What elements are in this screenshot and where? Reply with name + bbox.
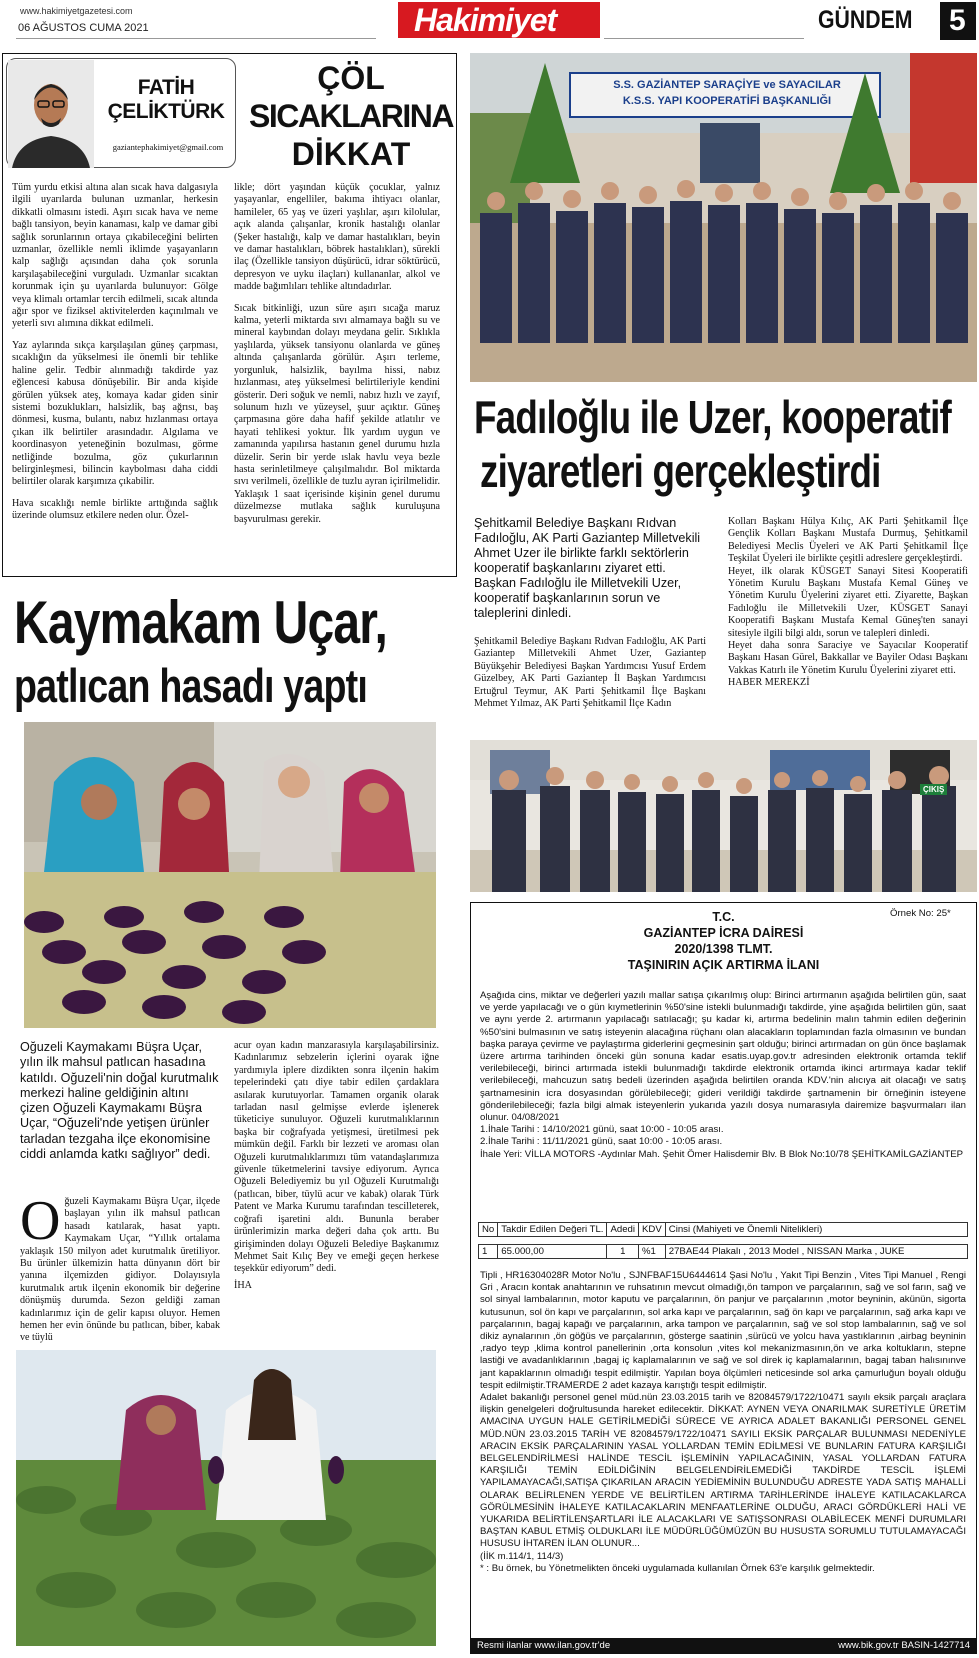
notice-table <box>478 1222 968 1259</box>
table-header-cell: Cinsi (Mahiyeti ve Önemli Nitelikleri) <box>665 1223 967 1237</box>
column-title-line2: SICAKLARINA <box>249 98 453 134</box>
group-photo-icon <box>470 740 977 892</box>
article-paragraph: Heyet daha sonra Saraciye ve Sayacılar Kooperatif Başkanı Hasan Gürel, Bakkallar ve Bayiler Odası Başkanı Vakkas Katırlı ile Yönetim Kurulu Üyelerini ziyaret etti. <box>728 640 968 676</box>
column-paragraph: Tüm yurdu etkisi altına alan sıcak hava dalgasıyla ilgili uyarılarda bulunan uzmanlar, herkesin dikkatli olmasını istedi. Aşırı sıcak hava ve neme bağlı tansiyon, beyin kanaması, kalp ve damar gibi sağlık sorunlarının ortaya çıkabileceğini belirten uzmanlar, özellikle nemli iklimde yaşayanların kalp sağlığı açısından daha çok sorunla karşılaşabileceğini vurguladı. Uzmanlar sıcaktan korunmak için şu uyarılarda bulunuyor: Gölge veya klimalı ortamlar tercih edilmeli, sıcak altında ağır spor ve fiziksel aktivitelerden kaçınılmalı ve yeterli sıvı alımına dikkat edilmeli. <box>12 182 218 330</box>
brand-logo <box>398 2 600 38</box>
article-paragraph: ğuzeli Kaymakamı Büşra Uçar, ilçede başlayan yılın ilk mahsul patlıcan hasadı katılarak, hasat yaptı. Kaymakam Uçar, “Yıllık ortalama yaklaşık 150 milyon adet kurutmalık üretiliyor. Bu ürünler ülkemizin hatta dünyanın dört bir yanına ilçemizden gidiyor. Dolayısıyla kurutmalık artık ilçenin ekonomik bir değerine dönüşmüş durumda. Sezon geldiği zaman kadınlarımız için de gelir kapısı oluyor. Hemen hemen her evin önünde bu patlıcan, biber, kabak ve tüylü <box>20 1196 220 1344</box>
brand-name: Hakimiyet <box>414 2 557 38</box>
drop-cap: O <box>20 1190 61 1252</box>
item-detail: Tipli , HR16304028R Motor No'lu , SJNFBAF15U6444614 Şasi No'lu , Yakıt Tipi Benzin , Vites Tipi Manuel , Rengi Gri , Aracın kontak anahtarının ve ruhsatının mevcut olmadığı,ön tampon ve parçalarının, sağ ve sol farın, sağ ve sol sinyal lambalarının, motor kaputu ve parçalarının, ön panjur ve parçalarının ,motor beyninin, akünün, sigorta kutusunun, sol ön kapı ve parçalarının, sol arka kapı ve parçalarının, sağ ön kapı ve parçalarının, sağ arka kapı ve parçalarının, bagaj kapağı ve parçalarının, arka tampon ve parçalarının, sağ ve sol stop lambalarının, sağ ve sol dikiz aynalarının ,ön göğüs ve parçalarının, gösterge saatinin ,sürücü ve yolcu hava yastıklarının ,airbag beyninin ,radyo teyp ,klima kontrol panellerinin ,orta konsolun ,vites kol mekanizmasının,ön ve arka koltukların, stepne lastiği ve avadanlıklarının ,bagaj iç kaplamalarının ve sağ ve sol direk iç kaplamalarının, bagaj taban halısınınve jant kapaklarının olmadığı tespit edilmiştir. Yapılan boya ölçümleri neticesinde sol arka çamurluğun boyalı olduğu tespit edilmiştir.TRAMERDE 2 adet kazaya karıştığı tespit edilmiştir. <box>480 1270 966 1391</box>
kooperatif-photo-2 <box>470 740 977 892</box>
exit-sign: ÇIKIŞ <box>920 784 947 795</box>
footer-bik-link[interactable]: www.bik.gov.tr BASIN-1427714 <box>838 1640 970 1651</box>
table-row <box>479 1245 968 1259</box>
table-cell: %1 <box>639 1245 666 1259</box>
kooperatif-headline-line1: Fadıloğlu ile Uzer, kooperatif <box>474 391 951 443</box>
page-number-box <box>940 2 976 40</box>
column-paragraph: likle; dört yaşından küçük çocuklar, yalnız yaşayanlar, engelliler, bakıma ihtiyacı olanlar, hamileler, 65 yaş ve üzeri yaşlılar, aşırı kilolular, açık alanda çalışanlar, kronik hastalığı olanlar (Şeker hastalığı, kalp ve damar hastalıkları, beyin ve damar hastalıkları, böbrek hastalıkları), sürekli ilaç (Özellikle tansiyon düşürücü, idrar söktürücü, depresyon ve uyku ilaçları) kullananlar, alkol ve madde bağımlıları tehlike altındadırlar. <box>234 182 440 293</box>
eggplant-harvest-photo <box>24 722 436 1028</box>
notice-title-office: GAZİANTEP İCRA DAİRESİ <box>643 926 804 940</box>
auction-date-2: 2.İhale Tarihi : 11/11/2021 günü, saat 10:00 - 10:05 arası. <box>480 1136 723 1148</box>
author-photo <box>8 60 94 168</box>
table-header-cell: No <box>479 1223 498 1237</box>
notice-sample-number: Örnek No: 25* <box>890 908 951 919</box>
article-paragraph: Şehitkamil Belediye Başkanı Rıdvan Fadıloğlu, AK Parti Gaziantep Milletvekili Ahmet Uzer, Gaziantep Büyükşehir Belediyesi Başkan Yardımcısı Yusuf Erdem Güzelbey, AK Parti Gaziantep İl Başkan Yardımcısı Ertuğrul Teymur, AK Parti Şehitkamil İlçe Başkanı Mehmet Yılmaz, AK Parti Şehitkamil İlçe Kadın <box>474 636 706 710</box>
page-header <box>0 0 979 46</box>
kaymakam-lead: Oğuzeli Kaymakamı Büşra Uçar, yılın ilk mahsul patlıcan hasadına katıldı. Oğuzeli'nin doğal kurutmalık merkezi haline geldiğinin altını çizen Oğuzeli Kaymakamı Büşra Uçar, “Oğuzeli'nde yetişen ürünler tarladan tezgaha ilçe ekonomisine ciddi anlamda katkı sağlıyor” dedi. <box>20 1040 219 1162</box>
notice-footnote: * : Bu örnek, bu Yönetmelikten önceki uygulamada kullanılan Örnek 63'e karşılık gelmektedir. <box>480 1562 875 1574</box>
author-first-name: FATİH <box>137 76 195 99</box>
cooperative-sign-line2: K.S.S. YAPI KOOPERATİFİ BAŞKANLIĞI <box>622 95 832 107</box>
table-header-row <box>479 1223 968 1237</box>
agency-credit: HABER MEREKZİ <box>728 677 810 689</box>
notice-footer-bar <box>471 1638 976 1654</box>
item-table <box>478 1222 968 1259</box>
footer-ilan-link[interactable]: Resmi ilanlar www.ilan.gov.tr'de <box>477 1640 611 1651</box>
cooperative-sign-line1: S.S. GAZİANTEP SARAÇİYE ve SAYACILAR <box>613 79 841 91</box>
column-left-text <box>12 182 218 527</box>
notice-file-number: 2020/1398 TLMT. <box>674 942 773 956</box>
kooperatif-photo <box>470 53 977 382</box>
notice-title-tc: T.C. <box>712 910 735 924</box>
kaymakam-headline-line2: patlıcan hasadı yaptı <box>14 659 368 712</box>
kaymakam-headline-line1: Kaymakam Uçar, <box>14 589 388 656</box>
kaymakam-body-right <box>234 1040 439 1296</box>
website-url[interactable]: www.hakimiyetgazetesi.com <box>20 6 133 16</box>
auction-date-1: 1.İhale Tarihi : 14/10/2021 günü, saat 10:00 - 10:05 arası. <box>480 1124 724 1136</box>
author-portrait-icon <box>8 60 94 168</box>
field-photo-icon <box>16 1350 436 1646</box>
article-paragraph: Heyet, ilk olarak KÜSGET Sanayi Sitesi Kooperatifi Yönetim Kurulu Başkanı Mustafa Kemal Güneş ve Yönetim Kurulu Üyelerini ziyaret etti. Ziyarette, Başkan Fadıloğlu ile Milletvekili Uzer, KÜSGET Sanayi Kooperatifi Başkanı Mustafa Kemal Güneş'ten sanayi sitesiyle ilgili bilgi aldı, sorun ve talepleri dinledi. <box>728 565 968 639</box>
table-spacer-row <box>479 1237 968 1245</box>
column-title-line1: ÇÖL <box>317 60 385 96</box>
agency-credit: İHA <box>234 1279 252 1291</box>
table-cell: 65.000,00 <box>498 1245 607 1259</box>
notice-title: TAŞINIRIN AÇIK ARTIRMA İLANI <box>627 958 820 972</box>
column-paragraph: Hava sıcaklığı nemle birlikte arttığında sağlık üzerinde olumsuz etkilere neden olur. Özel- <box>12 497 218 522</box>
table-header-cell: Takdir Edilen Değeri TL. <box>498 1223 607 1237</box>
harvest-photo-icon <box>24 722 436 1028</box>
column-title-line3: DİKKAT <box>291 136 411 172</box>
notice-body-top <box>480 990 966 1161</box>
header-rule <box>16 38 376 39</box>
author-email[interactable]: gaziantephakimiyet@gmail.com <box>112 142 224 152</box>
field-photo <box>16 1350 436 1646</box>
kooperatif-headline-line2: ziyaretleri gerçekleştirdi <box>480 445 881 497</box>
law-reference: (İİK m.114/1, 114/3) <box>480 1550 564 1562</box>
header-rule-right <box>604 38 804 39</box>
auction-place: İhale Yeri: VİLLA MOTORS -Aydınlar Mah. Şehit Ömer Halisdemir Blv. B Blok No:10/78 ŞEHİTKAMİLGAZİANTEP <box>480 1148 964 1160</box>
table-cell: 1 <box>607 1245 639 1259</box>
issue-date: 06 AĞUSTOS CUMA 2021 <box>18 22 149 34</box>
legal-warning: Adalet bakanlığı personel genel müd.nün 23.03.2015 tarih ve 82084579/1722/10471 sayılı eksik parçalı araçlara ilişkin genelgeleri doğrultusunda hareket edilecektir. DİKKAT: AYNEN VEYA ONARILMAK SURETİYLE ÜRETİM AMACINA UYGUN HALE GETİRİLMEDİĞİ SÜRECE VE AYRICA ADALET BAKANLIĞI PERSONEL GENEL MÜD.NÜN 23.03.2015 TARİH VE 82084579/1722/10471 SAYILI EKSİK PARÇALAR BULUNMASI NEDENİYLE ARACIN EKSİK PARÇALARININ YASAL YOLLARDAN TEMİN EDİLMESİ VE BUNLARIN FATURA KARŞILIĞI BELGELENDİRİLMESİ HALİNDE TESCİL İŞLEMİNİN YAPILACAĞININ, YASAL YOLLARDAN FATURA KARŞILIĞI TEMİN EDİLDİĞİNİN BELGELENDİRİLEMEDİĞİ TAKDİRDE TESCİL İŞLEMİ YAPILAMAYACAĞI,SATIŞA ÇIKARILAN ARACIN YEDİEMİNİN BULUNDUĞU ADRESTE YADA SATIŞ MAHALLİ OLARAK BELİRLENEN YERDE VE BELİRTİLEN ARTIRMA TARİHLERİNDE İHALEYE KATILACAKLARCA GÖRÜLMESİNİN İHALEYE KATILACAKLARIN MENFAATLERİNE OLDUĞU, ARACI GÖRDÜKLERİ HALİ VE YUKARIDA BELİRTİLENŞARTLARI İLE ALACAKLARI VE SATIŞSONRASI OLABİLECEK MENFİ DURUMLARI BAŞTAN KABUL ETMİŞ OLDUKLARI İLE MÜDÜRLÜĞÜMÜZÜN BU HUSUSTA SORUMLU TUTULAMAYACAĞI HUSUSU İHTAREN İLAN OLUNUR... <box>480 1392 966 1550</box>
kooperatif-left-body <box>474 636 706 714</box>
column-paragraph: Sıcak bitkinliği, uzun süre aşırı sıcağa maruz kalma, yeterli miktarda sıvı almamaya bağlı su ve mineral kaybından dolayı meydana gelir. Sıklıkla yaşlılarda, yüksek tansiyonu olanlarda ve güneş altında çalışanlarda görülür. Aşırı terleme, yorgunluk, halsizlik, bayılma hissi, nabız hızlanması, ateş yükselmesi belirtileriyle kendini gösterir. Deri soğuk ve nemli, nabız hızlı ve zayıf, solunum hızlı ve yüzeysel, şuur açıktır. Güneş çarpmasına göre daha hafif şekilde atlatılır ve hayati tehlikesi yoktur. İlk yardım uygun ve zamanında yapılırsa hastanın genel durumu hızla düzelir. Serin bir yerde ıslak havlu veya bezle hasta serinletilmeye çalışılmalıdır. Bol miktarda sıvı verilmeli, özellikle de tuzlu ayran içirilmelidir. Yaklaşık 1 saat içerisinde kişinin genel durumu düzelmezse mutlaka sağlık kuruluşuna başvurulması gerekir. <box>234 302 440 525</box>
table-header-cell: Adedi <box>607 1223 639 1237</box>
table-cell: 1 <box>479 1245 498 1259</box>
kooperatif-right-body <box>728 516 968 694</box>
table-cell: 27BAE44 Plakalı , 2013 Model , NISSAN Marka , JUKE <box>665 1245 967 1259</box>
kooperatif-lead: Şehitkamil Belediye Başkanı Rıdvan Fadıloğlu, AK Parti Gaziantep Milletvekili Ahmet Uzer ile birlikte farklı sektörlerin kooperatif başkanlarını ziyaret etti. Başkan Fadıloğlu ile Milletvekili Uzer, kooperatif başkanlarının sorun ve taleplerini dinledi. <box>474 516 701 620</box>
notice-intro: Aşağıda cins, miktar ve değerleri yazılı mallar satışa çıkarılmış olup: Birinci artırmanın aşağıda belirtilen gün, saat ve yerde yapılacağı ve o gün kıymetlerinin %50'sine istekli bulunmadığı takdirde, yine aşağıda belirtilen gün, saat ve aynı yerde 2. artırmanın yapılacağı satılacağı; şu kadar ki, artırma bedelinin malın tahmin edilen değerinin %50'sini bulmasının ve satış isteyenin alacağına rüçhanı olan alacakların toplamından fazla olmasının ve bundan başka paraya çevirme ve paylaştırma giderlerini geçmesinin şart olduğu; birinci artırmadan on gün önce başlamak üzere artırma tarihinden önceki gün sonuna kadar esatis.uyap.gov.tr adresinden elektronik ortamda teklif verilebileceği, birinci artırmada istekli bulunmadığı takdirde elektronik ortamda ikinci artırmaya kadar teklif verilebileceği, mahcuzun satış bedeli üzerinden aşağıda belirtilen oranda KDV.'nin alıcıya ait olacağı ve satış şartnamesinin icra dosyasından görülebileceği; gideri verildiği takdirde şartnamenin bir örneğinin isteyene gönderilebileceği; fazla bilgi almak isteyenlerin yukarıda yazılı dosya numarasıyla dairemize başvurmaları ilan olunur. 04/08/2021 <box>480 990 966 1124</box>
article-paragraph: Kolları Başkanı Hülya Kılıç, AK Parti Şehitkamil İlçe Gençlik Kolları Başkanı Mustafa Durmuş, Şehitkamil Belediyesi Meclis Üyeleri ve AK Parti Şehitkamil İlçe Teşkilat Üyeleri ile birlikte çeşitli adreslere gerçekleştirdi. <box>728 516 968 565</box>
author-last-name: ÇELİKTÜRK <box>107 100 225 123</box>
column-paragraph: Yaz aylarında sıkça karşılaşılan güneş çarpması, sıcaklığın da yükselmesi ile önemli bir tehlike haline gelir. Tedbir alınmadığı takdirde yaz eğlencesi kabusa dönüşebilir. Bir anda kişide görülen yüksek ateş, komaya kadar giden sinir sistemi bozuklukları, halsizlik, baş ağrısı, baş dönmesi, kusma, bulantı, nabız hızlanması ortaya çıkan ilk belirtiler arasındadır. Algılama ve koordinasyon yeteneğinin bozulması, görme netliğinde bozulma, göz çukurlarının belirginleşmesi, bilincin kaybolması daha ciddi belirtiler olarak karşımıza çıkabilir. <box>12 339 218 488</box>
section-name: GÜNDEM <box>818 6 913 34</box>
column-right-text <box>234 182 440 530</box>
kaymakam-body-left <box>20 1190 220 1349</box>
table-header-cell: KDV <box>639 1223 666 1237</box>
notice-body-bottom <box>480 1270 966 1575</box>
page-number: 5 <box>949 4 966 37</box>
article-paragraph: acur oyan kadın manzarasıyla karşılaşabilirsiniz. Kadınlarımız sebzelerin içlerini oyarak iğne yardımıyla iplere dizdikten sonra ilçenin hakim tepelerindeki çatı diye tabir edilen çardaklara asılarak kurutuyorlar. Tamamen organik olarak tarladan nasıl gelmişse evlerde işlenerek tüketiciye sunuluyor. Oğuzeli kurutmalıklarının başka bir coğrafyada yetişmesi, üretilmesi pek mümkün değil. Farklı bir lezzeti ve aroması olan Oğuzeli kurutmalıklarımızı tüm vatandaşlarımıza güvenle tüketmelerini tavsiye ediyorum. Ayrıca Oğuzeli Belediyemiz bu yıl Oğuzeli Kurutmalığı (patlıcan, biber, tüylü acur ve kabak) olarak Türk Patent ve Marka Kurumu tarafından tescilleterek, coğrafi işaretini aldı. Bununla beraber ürünlerimizin marka değeri daha çok arttı. Bu girişiminden dolayı Oğuzeli Belediye Başkanımız Mehmet Sait Kılıç Bey ve emeği geçen herkese teşekkür ediyorum” dedi. <box>234 1040 439 1275</box>
